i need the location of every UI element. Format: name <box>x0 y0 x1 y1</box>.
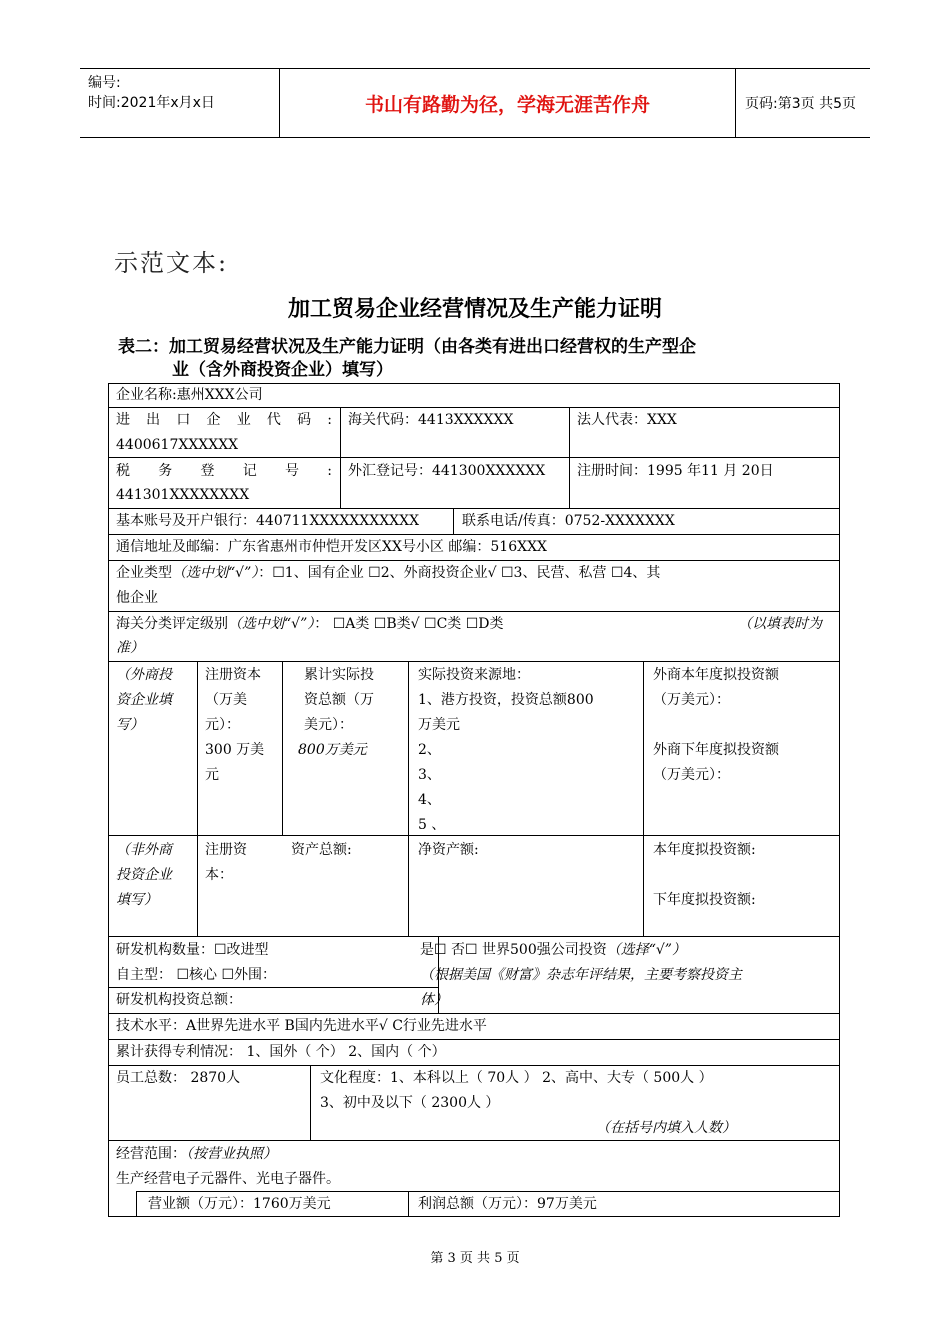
form-table <box>108 383 840 1217</box>
doc-subtitle <box>118 336 808 382</box>
plan-3: 外商下年度拟投资额 <box>653 742 779 758</box>
reg-time: 注册时间：1995 年11 月 20日 <box>577 463 774 479</box>
total-inv-2: 资总额（万 <box>304 692 374 708</box>
rd-self: 自主型： ☐核心 ☐外围： <box>116 967 277 983</box>
header-page-code: 页码:第3页 共5页 <box>745 96 856 112</box>
total-inv-3: 美元）： <box>304 717 353 733</box>
plan-1: 外商本年度拟投资额 <box>653 667 779 683</box>
enterprise-type <box>116 561 660 586</box>
revenue: 营业额（万元）：1760万美元 <box>148 1196 331 1212</box>
reg-cap-4: 300 万美 <box>205 742 265 758</box>
bank-account: 基本账号及开户银行：440711XXXXXXXXXXX <box>116 513 420 529</box>
ie-code-value: 4400617XXXXXX <box>116 437 239 453</box>
profit: 利润总额（万元）：97万美元 <box>418 1196 597 1212</box>
patents: 累计获得专利情况： 1、国外（ 个） 2、国内（ 个） <box>116 1044 446 1060</box>
plan-this-year: 本年度拟投资额: <box>653 842 756 858</box>
customs-class <box>116 612 504 637</box>
tax-label: 税务登记号: <box>116 463 332 479</box>
class-note-b: 准） <box>116 640 144 656</box>
header-meta <box>80 69 280 137</box>
employees: 员工总数： 2870人 <box>116 1070 241 1086</box>
total-inv-1: 累计实际投 <box>304 667 374 683</box>
tech-level: 技术水平：A世界先进水平 B国内先进水平√ C行业先进水平 <box>116 1018 487 1034</box>
total-inv-4: 800万美元 <box>298 742 367 758</box>
dom-reg-cap-2: 本： <box>205 867 233 883</box>
company-name: 企业名称:惠州XXX公司 <box>116 387 263 403</box>
ie-code-label: 进出口企业代码: <box>116 412 332 428</box>
subtitle-line-1: 表二：加工贸易经营状况及生产能力证明（由各类有进出口经营权的生产型企 <box>118 337 696 357</box>
business-scope <box>116 1142 277 1167</box>
education-1: 文化程度：1、本科以上（ 70人 ） 2、高中、大专（ 500人 ） <box>320 1070 713 1086</box>
reg-cap-2: （万美 <box>205 692 247 708</box>
source-3: 万美元 <box>418 717 460 733</box>
rd-count: 研发机构数量：☐改进型 <box>116 942 269 958</box>
source-2: 1、港方投资，投资总额800 <box>418 692 594 708</box>
time-label: 时间:2021年x月x日 <box>88 95 215 111</box>
source-6: 4、 <box>418 792 441 808</box>
plan-2: （万美元）： <box>653 692 730 708</box>
class-hint: （选中划“√”） <box>228 616 315 632</box>
domestic-label-1: （非外商 <box>116 842 172 858</box>
fortune-500 <box>420 938 686 963</box>
rd-invest: 研发机构投资总额： <box>116 992 242 1008</box>
tax-value: 441301XXXXXXXX <box>116 487 250 503</box>
serial-label: 编号: <box>88 75 121 91</box>
reg-cap-1: 注册资本 <box>205 667 261 683</box>
scope-hint: （按营业执照） <box>186 1146 277 1162</box>
address: 通信地址及邮编：广东省惠州市仲恺开发区XX号小区 邮编：516XXX <box>116 539 548 555</box>
net-assets: 净资产额: <box>418 842 479 858</box>
foreign-label-2: 资企业填 <box>116 692 172 708</box>
phone-fax: 联系电话/传真：0752-XXXXXXX <box>462 513 675 529</box>
sample-label: 示范文本: <box>114 249 229 277</box>
fortune-options: 是☐ 否☐ 世界500强公司投资 <box>420 942 607 958</box>
class-label: 海关分类评定级别 <box>116 616 228 632</box>
scope-value: 生产经营电子元器件、光电子器件。 <box>116 1171 340 1187</box>
education-note: （在括号内填入人数） <box>596 1120 736 1136</box>
subtitle-line-2: 业（含外商投资企业）填写） <box>172 360 393 380</box>
source-4: 2、 <box>418 742 441 758</box>
foreign-label-1: （外商投 <box>116 667 172 683</box>
domestic-label-2: 投资企业 <box>116 867 172 883</box>
fortune-note-1: （根据美国《财富》杂志年评结果，主要考察投资主 <box>420 967 742 983</box>
reg-cap-3: 元）： <box>205 717 240 733</box>
class-note-a: （以填表时为 <box>738 616 822 632</box>
source-5: 3、 <box>418 767 441 783</box>
doc-title: 加工贸易企业经营情况及生产能力证明 <box>287 297 662 322</box>
page-footer: 第 3 页 共 5 页 <box>430 1251 520 1266</box>
plan-4: （万美元）： <box>653 767 730 783</box>
foreign-label-3: 写） <box>116 717 144 733</box>
type-options: ：☐1、国有企业 ☐2、外商投资企业√ ☐3、民营、私营 ☐4、其 <box>258 565 661 581</box>
source-1: 实际投资来源地： <box>418 667 530 683</box>
domestic-label-3: 填写） <box>116 892 158 908</box>
source-7: 5 、 <box>418 817 446 833</box>
reg-cap-5: 元 <box>205 767 219 783</box>
dom-reg-cap-1: 注册资 <box>205 842 247 858</box>
total-assets: 资产总额: <box>291 842 352 858</box>
plan-next-year: 下年度拟投资额: <box>653 892 756 908</box>
type-label: 企业类型 <box>116 565 172 581</box>
header-motto: 书山有路勤为径，学海无涯苦作舟 <box>280 69 736 137</box>
type-hint: （选中划“√”） <box>172 565 259 581</box>
type-line-2: 他企业 <box>116 590 158 606</box>
forex-no: 外汇登记号：441300XXXXXX <box>348 463 546 479</box>
education-2: 3、初中及以下（ 2300人 ） <box>320 1095 500 1111</box>
customs-code: 海关代码：4413XXXXXX <box>348 412 514 428</box>
fortune-hint: （选择“√”） <box>606 942 686 958</box>
scope-label: 经营范围： <box>116 1146 186 1162</box>
class-options: ： ☐A类 ☐B类√ ☐C类 ☐D类 <box>314 616 504 632</box>
page-header <box>80 68 870 138</box>
legal-rep: 法人代表：XXX <box>577 412 677 428</box>
fortune-note-2: 体） <box>420 992 448 1008</box>
